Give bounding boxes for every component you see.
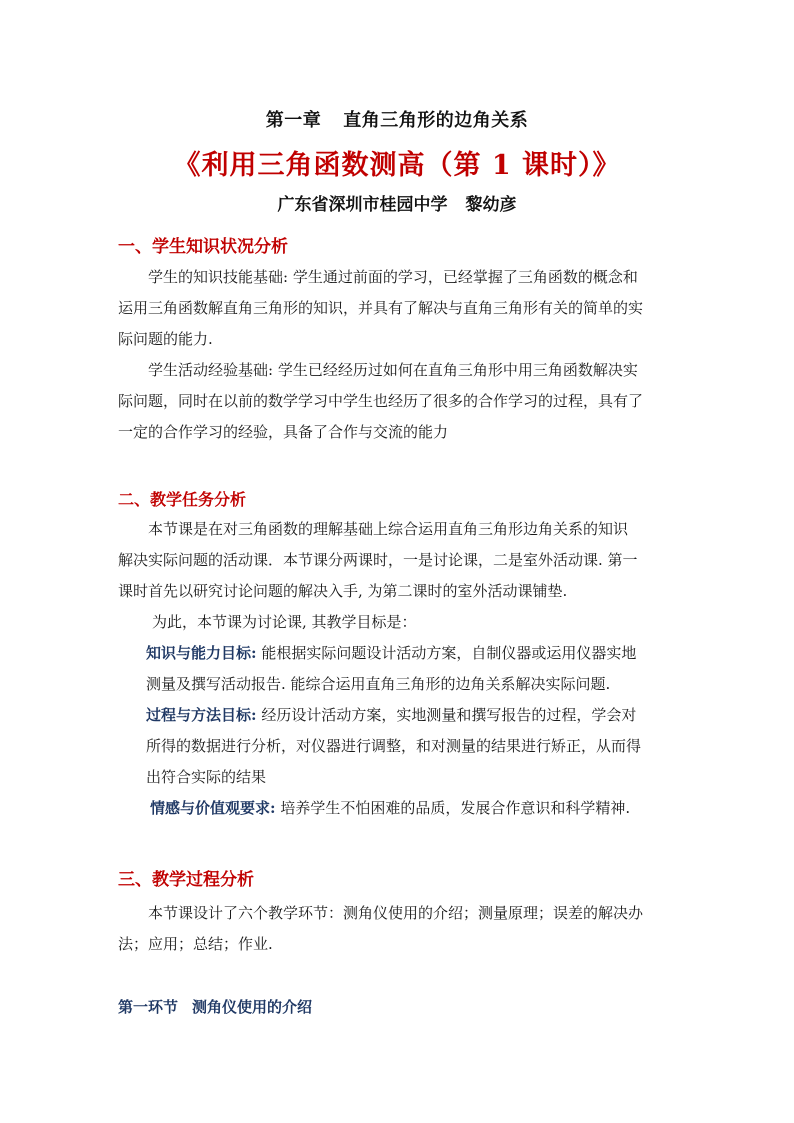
goal-text: 培养学生不怕困难的品质，发展合作意识和科学精神. [275, 799, 631, 817]
paragraph-line: 为此，本节课为讨论课, 其教学目标是： [152, 613, 417, 631]
paragraph-activity-basis [118, 355, 678, 448]
subsection-heading-step1 [118, 996, 312, 1017]
section-heading-task-analysis: 二、教学任务分析 [118, 490, 247, 509]
goal-label: 情感与价值观要求: [150, 799, 276, 817]
author-school: 广东省深圳市桂园中学 [277, 195, 448, 215]
goal-label: 过程与方法目标: [146, 706, 257, 724]
paragraph-process-overview [118, 898, 678, 960]
subsection-title: 测角仪使用的介绍 [192, 998, 313, 1016]
paragraph-lesson-overview [118, 514, 678, 607]
paragraph-line: 一定的合作学习的经验，具备了合作与交流的能力 [118, 423, 449, 441]
goal-emotion-values [150, 793, 690, 824]
goal-text: 能根据实际问题设计活动方案，自制仪器或运用仪器实地 [256, 644, 637, 662]
author-line [0, 190, 794, 215]
goal-text: 所得的数据进行分析，对仪器进行调整，和对测量的结果进行矫正，从而得 [146, 737, 642, 755]
author-name: 黎幼彦 [465, 195, 517, 215]
subsection-number: 第一环节 [118, 998, 179, 1016]
paragraph-line: 本节课设计了六个教学环节：测角仪使用的介绍；测量原理；误差的解决办 [148, 904, 644, 922]
paragraph-line: 法；应用；总结；作业. [118, 935, 273, 953]
lesson-title: 《利用三角函数测高（第 1 课时）》 [173, 150, 621, 181]
paragraph-line: 本节课是在对三角函数的理解基础上综合运用直角三角形边角关系的知识 [148, 520, 629, 538]
section-heading-student-analysis: 一、学生知识状况分析 [118, 237, 288, 257]
paragraph-line: 解决实际问题的活动课．本节课分两课时，一是讨论课，二是室外活动课. 第一 [118, 551, 638, 569]
goal-text: 测量及撰写活动报告. 能综合运用直角三角形的边角关系解决实际问题. [146, 675, 611, 693]
paragraph-line: 课时首先以研究讨论问题的解决入手, 为第二课时的室外活动课铺垫. [118, 582, 568, 600]
goal-label: 知识与能力目标: [146, 644, 257, 662]
chapter-number: 第一章 [265, 110, 322, 131]
paragraph-line: 际问题的能力. [118, 330, 213, 348]
goal-text: 经历设计活动方案，实地测量和撰写报告的过程，学会对 [256, 706, 637, 724]
chapter-title [0, 106, 794, 132]
section-heading-process-analysis: 三、教学过程分析 [118, 870, 254, 890]
goal-knowledge-ability [146, 638, 686, 700]
paragraph-line: 学生活动经验基础: 学生已经经历过如何在直角三角形中用三角函数解决实 [148, 361, 638, 379]
paragraph-line: 运用三角函数解直角三角形的知识，并具有了解决与直角三角形有关的简单的实 [118, 299, 644, 317]
paragraph-line: 学生的知识技能基础: 学生通过前面的学习，已经掌握了三角函数的概念和 [148, 268, 638, 286]
goal-process-method [146, 700, 686, 793]
paragraph-line: 际问题，同时在以前的数学学习中学生也经历了很多的合作学习的过程，具有了 [118, 392, 644, 410]
goal-text: 出符合实际的结果 [146, 768, 267, 786]
paragraph-knowledge-basis [118, 262, 678, 355]
chapter-name: 直角三角形的边角关系 [343, 110, 529, 131]
paragraph-goals-intro [118, 607, 678, 638]
